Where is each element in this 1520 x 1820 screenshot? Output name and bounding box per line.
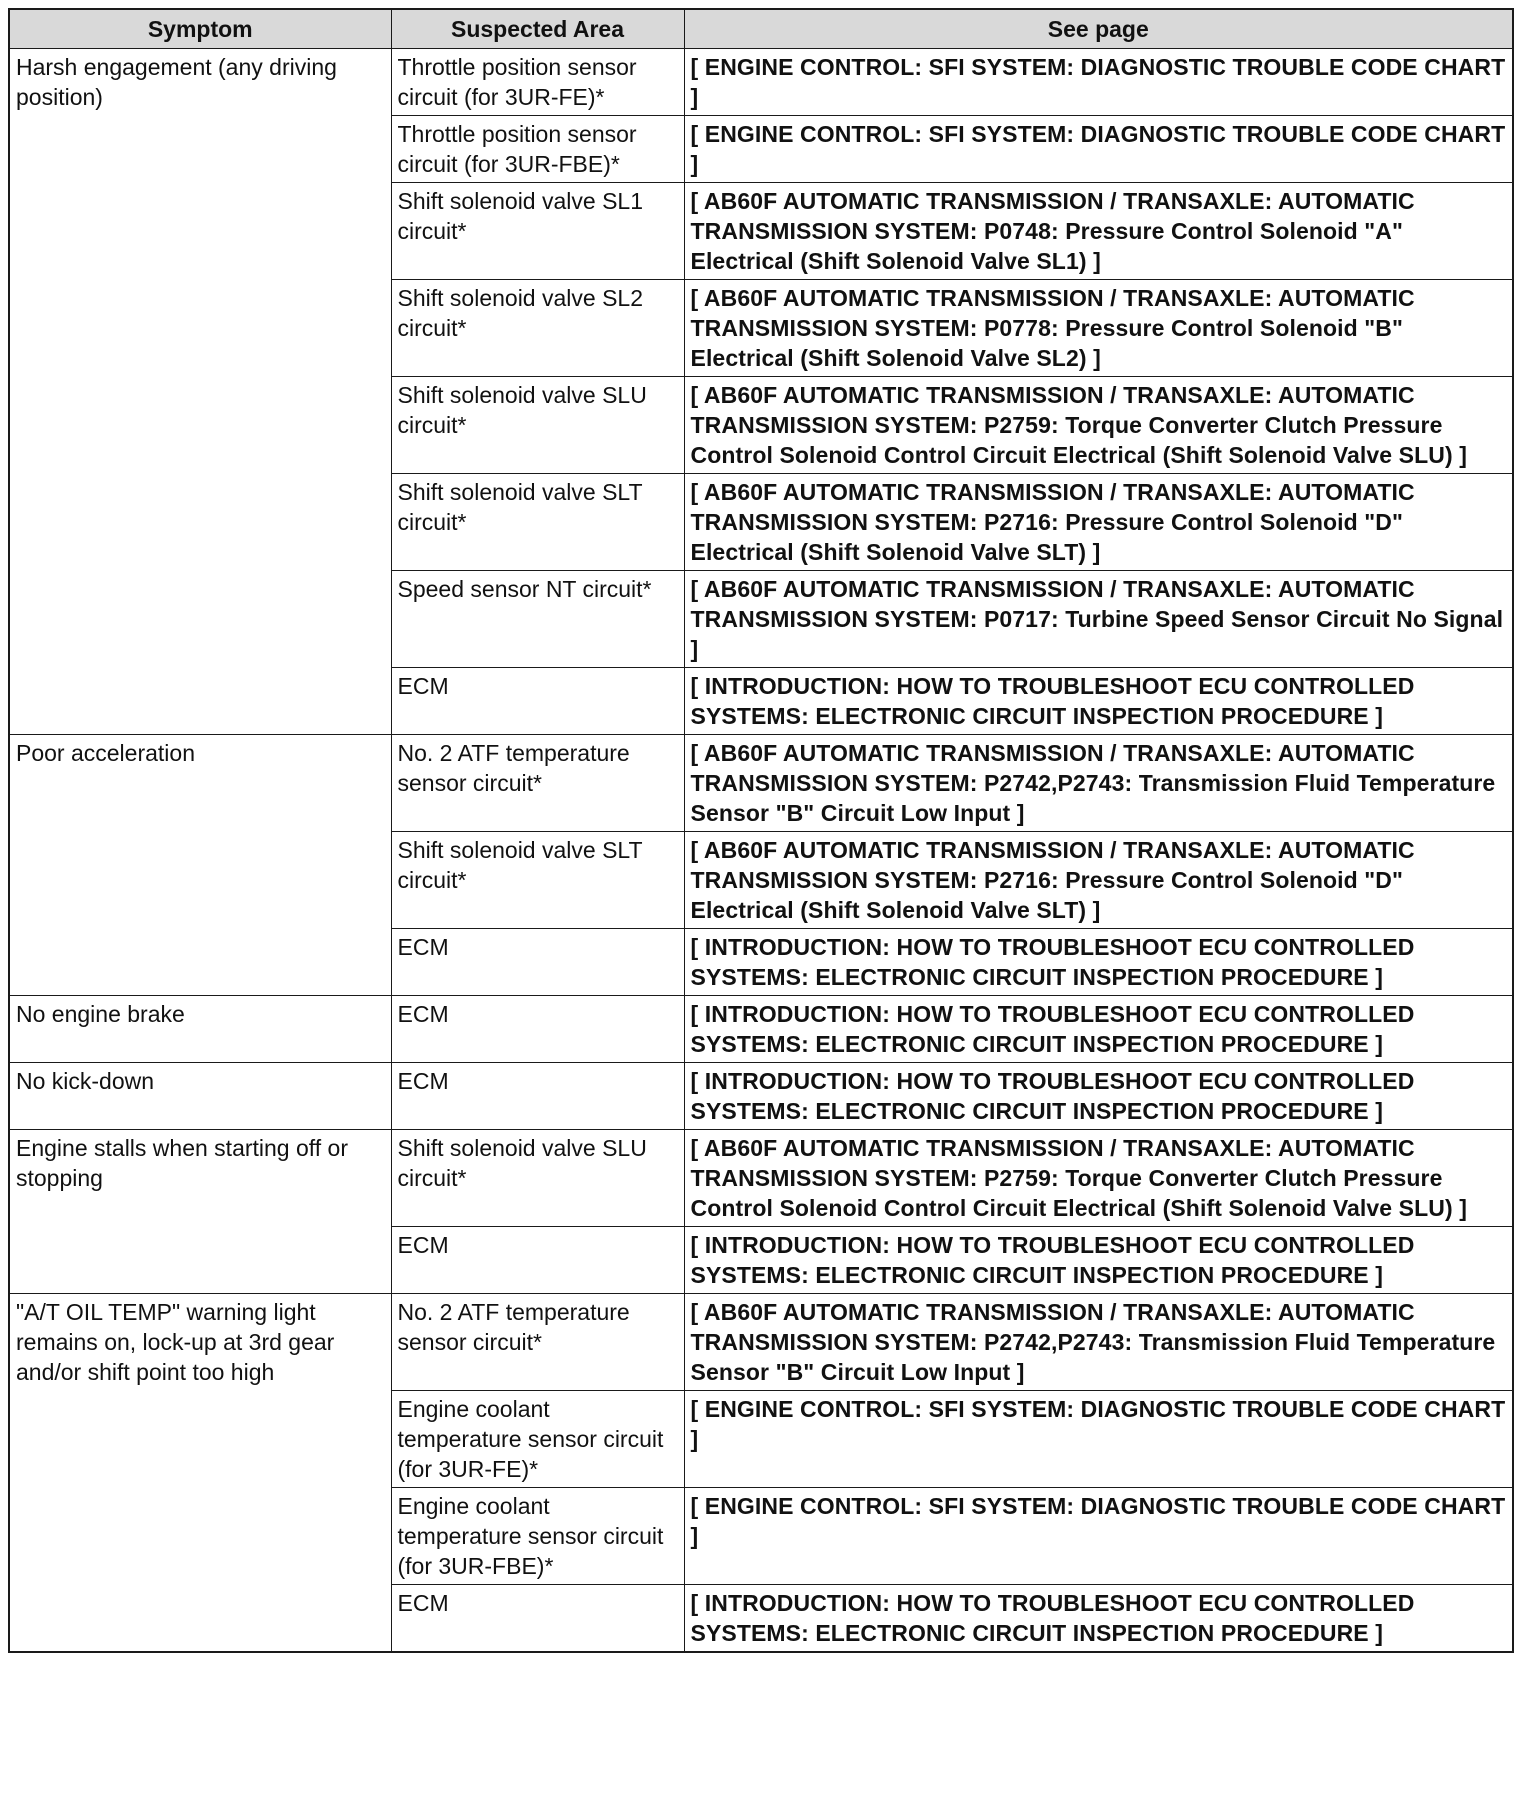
- symptom-cell: Poor acceleration: [9, 735, 391, 996]
- table-row: [9, 1063, 1513, 1130]
- symptom-cell: No engine brake: [9, 996, 391, 1063]
- see-page-reference[interactable]: [ AB60F AUTOMATIC TRANSMISSION / TRANSAXLE: AUTOMATIC TRANSMISSION SYSTEM: P2759: Torque Converter Clutch Pressure Control Solenoid Control Circuit Electrical (Shift Solenoid Valve SLU) ]: [684, 377, 1513, 474]
- see-page-reference[interactable]: [ AB60F AUTOMATIC TRANSMISSION / TRANSAXLE: AUTOMATIC TRANSMISSION SYSTEM: P2716: Pressure Control Solenoid "D" Electrical (Shift Solenoid Valve SLT) ]: [684, 832, 1513, 929]
- suspected-area-cell: ECM: [391, 668, 684, 735]
- header-symptom: Symptom: [9, 9, 391, 49]
- suspected-area-cell: Throttle position sensor circuit (for 3UR-FBE)*: [391, 116, 684, 183]
- suspected-area-cell: ECM: [391, 1227, 684, 1294]
- suspected-area-cell: ECM: [391, 1585, 684, 1653]
- see-page-reference[interactable]: [ AB60F AUTOMATIC TRANSMISSION / TRANSAXLE: AUTOMATIC TRANSMISSION SYSTEM: P2759: Torque Converter Clutch Pressure Control Solenoid Control Circuit Electrical (Shift Solenoid Valve SLU) ]: [684, 1130, 1513, 1227]
- see-page-reference[interactable]: [ INTRODUCTION: HOW TO TROUBLESHOOT ECU CONTROLLED SYSTEMS: ELECTRONIC CIRCUIT INSPECTION PROCEDURE ]: [684, 1063, 1513, 1130]
- see-page-reference[interactable]: [ INTRODUCTION: HOW TO TROUBLESHOOT ECU CONTROLLED SYSTEMS: ELECTRONIC CIRCUIT INSPECTION PROCEDURE ]: [684, 929, 1513, 996]
- table-row: [9, 1294, 1513, 1391]
- see-page-reference[interactable]: [ ENGINE CONTROL: SFI SYSTEM: DIAGNOSTIC TROUBLE CODE CHART ]: [684, 49, 1513, 116]
- symptom-cell: No kick-down: [9, 1063, 391, 1130]
- suspected-area-cell: Shift solenoid valve SLU circuit*: [391, 1130, 684, 1227]
- suspected-area-cell: Engine coolant temperature sensor circuit (for 3UR-FE)*: [391, 1391, 684, 1488]
- table-header: [9, 9, 1513, 49]
- see-page-reference[interactable]: [ AB60F AUTOMATIC TRANSMISSION / TRANSAXLE: AUTOMATIC TRANSMISSION SYSTEM: P0717: Turbine Speed Sensor Circuit No Signal ]: [684, 571, 1513, 668]
- table-row: [9, 996, 1513, 1063]
- symptom-cell: Engine stalls when starting off or stopping: [9, 1130, 391, 1294]
- symptom-cell: Harsh engagement (any driving position): [9, 49, 391, 735]
- suspected-area-cell: Shift solenoid valve SL1 circuit*: [391, 183, 684, 280]
- suspected-area-cell: ECM: [391, 929, 684, 996]
- header-row: [9, 9, 1513, 49]
- suspected-area-cell: Shift solenoid valve SLU circuit*: [391, 377, 684, 474]
- troubleshooting-sheet: [8, 8, 1512, 1653]
- suspected-area-cell: Shift solenoid valve SLT circuit*: [391, 832, 684, 929]
- see-page-reference[interactable]: [ INTRODUCTION: HOW TO TROUBLESHOOT ECU CONTROLLED SYSTEMS: ELECTRONIC CIRCUIT INSPECTION PROCEDURE ]: [684, 1585, 1513, 1653]
- suspected-area-cell: Speed sensor NT circuit*: [391, 571, 684, 668]
- symptom-cell: "A/T OIL TEMP" warning light remains on, lock-up at 3rd gear and/or shift point too high: [9, 1294, 391, 1653]
- see-page-reference[interactable]: [ AB60F AUTOMATIC TRANSMISSION / TRANSAXLE: AUTOMATIC TRANSMISSION SYSTEM: P0748: Pressure Control Solenoid "A" Electrical (Shift Solenoid Valve SL1) ]: [684, 183, 1513, 280]
- suspected-area-cell: Shift solenoid valve SL2 circuit*: [391, 280, 684, 377]
- see-page-reference[interactable]: [ AB60F AUTOMATIC TRANSMISSION / TRANSAXLE: AUTOMATIC TRANSMISSION SYSTEM: P2716: Pressure Control Solenoid "D" Electrical (Shift Solenoid Valve SLT) ]: [684, 474, 1513, 571]
- suspected-area-cell: No. 2 ATF temperature sensor circuit*: [391, 735, 684, 832]
- see-page-reference[interactable]: [ ENGINE CONTROL: SFI SYSTEM: DIAGNOSTIC TROUBLE CODE CHART ]: [684, 1391, 1513, 1488]
- see-page-reference[interactable]: [ AB60F AUTOMATIC TRANSMISSION / TRANSAXLE: AUTOMATIC TRANSMISSION SYSTEM: P0778: Pressure Control Solenoid "B" Electrical (Shift Solenoid Valve SL2) ]: [684, 280, 1513, 377]
- see-page-reference[interactable]: [ INTRODUCTION: HOW TO TROUBLESHOOT ECU CONTROLLED SYSTEMS: ELECTRONIC CIRCUIT INSPECTION PROCEDURE ]: [684, 668, 1513, 735]
- header-see-page: See page: [684, 9, 1513, 49]
- see-page-reference[interactable]: [ AB60F AUTOMATIC TRANSMISSION / TRANSAXLE: AUTOMATIC TRANSMISSION SYSTEM: P2742,P2743: Transmission Fluid Temperature Sensor "B" Circuit Low Input ]: [684, 1294, 1513, 1391]
- symptom-table: [8, 8, 1514, 1653]
- see-page-reference[interactable]: [ INTRODUCTION: HOW TO TROUBLESHOOT ECU CONTROLLED SYSTEMS: ELECTRONIC CIRCUIT INSPECTION PROCEDURE ]: [684, 996, 1513, 1063]
- see-page-reference[interactable]: [ ENGINE CONTROL: SFI SYSTEM: DIAGNOSTIC TROUBLE CODE CHART ]: [684, 116, 1513, 183]
- suspected-area-cell: ECM: [391, 996, 684, 1063]
- header-suspected-area: Suspected Area: [391, 9, 684, 49]
- table-body: [9, 49, 1513, 1653]
- see-page-reference[interactable]: [ ENGINE CONTROL: SFI SYSTEM: DIAGNOSTIC TROUBLE CODE CHART ]: [684, 1488, 1513, 1585]
- suspected-area-cell: Engine coolant temperature sensor circuit (for 3UR-FBE)*: [391, 1488, 684, 1585]
- suspected-area-cell: ECM: [391, 1063, 684, 1130]
- table-row: [9, 1130, 1513, 1227]
- see-page-reference[interactable]: [ INTRODUCTION: HOW TO TROUBLESHOOT ECU CONTROLLED SYSTEMS: ELECTRONIC CIRCUIT INSPECTION PROCEDURE ]: [684, 1227, 1513, 1294]
- see-page-reference[interactable]: [ AB60F AUTOMATIC TRANSMISSION / TRANSAXLE: AUTOMATIC TRANSMISSION SYSTEM: P2742,P2743: Transmission Fluid Temperature Sensor "B" Circuit Low Input ]: [684, 735, 1513, 832]
- suspected-area-cell: Throttle position sensor circuit (for 3UR-FE)*: [391, 49, 684, 116]
- table-row: [9, 49, 1513, 116]
- suspected-area-cell: Shift solenoid valve SLT circuit*: [391, 474, 684, 571]
- table-row: [9, 735, 1513, 832]
- suspected-area-cell: No. 2 ATF temperature sensor circuit*: [391, 1294, 684, 1391]
